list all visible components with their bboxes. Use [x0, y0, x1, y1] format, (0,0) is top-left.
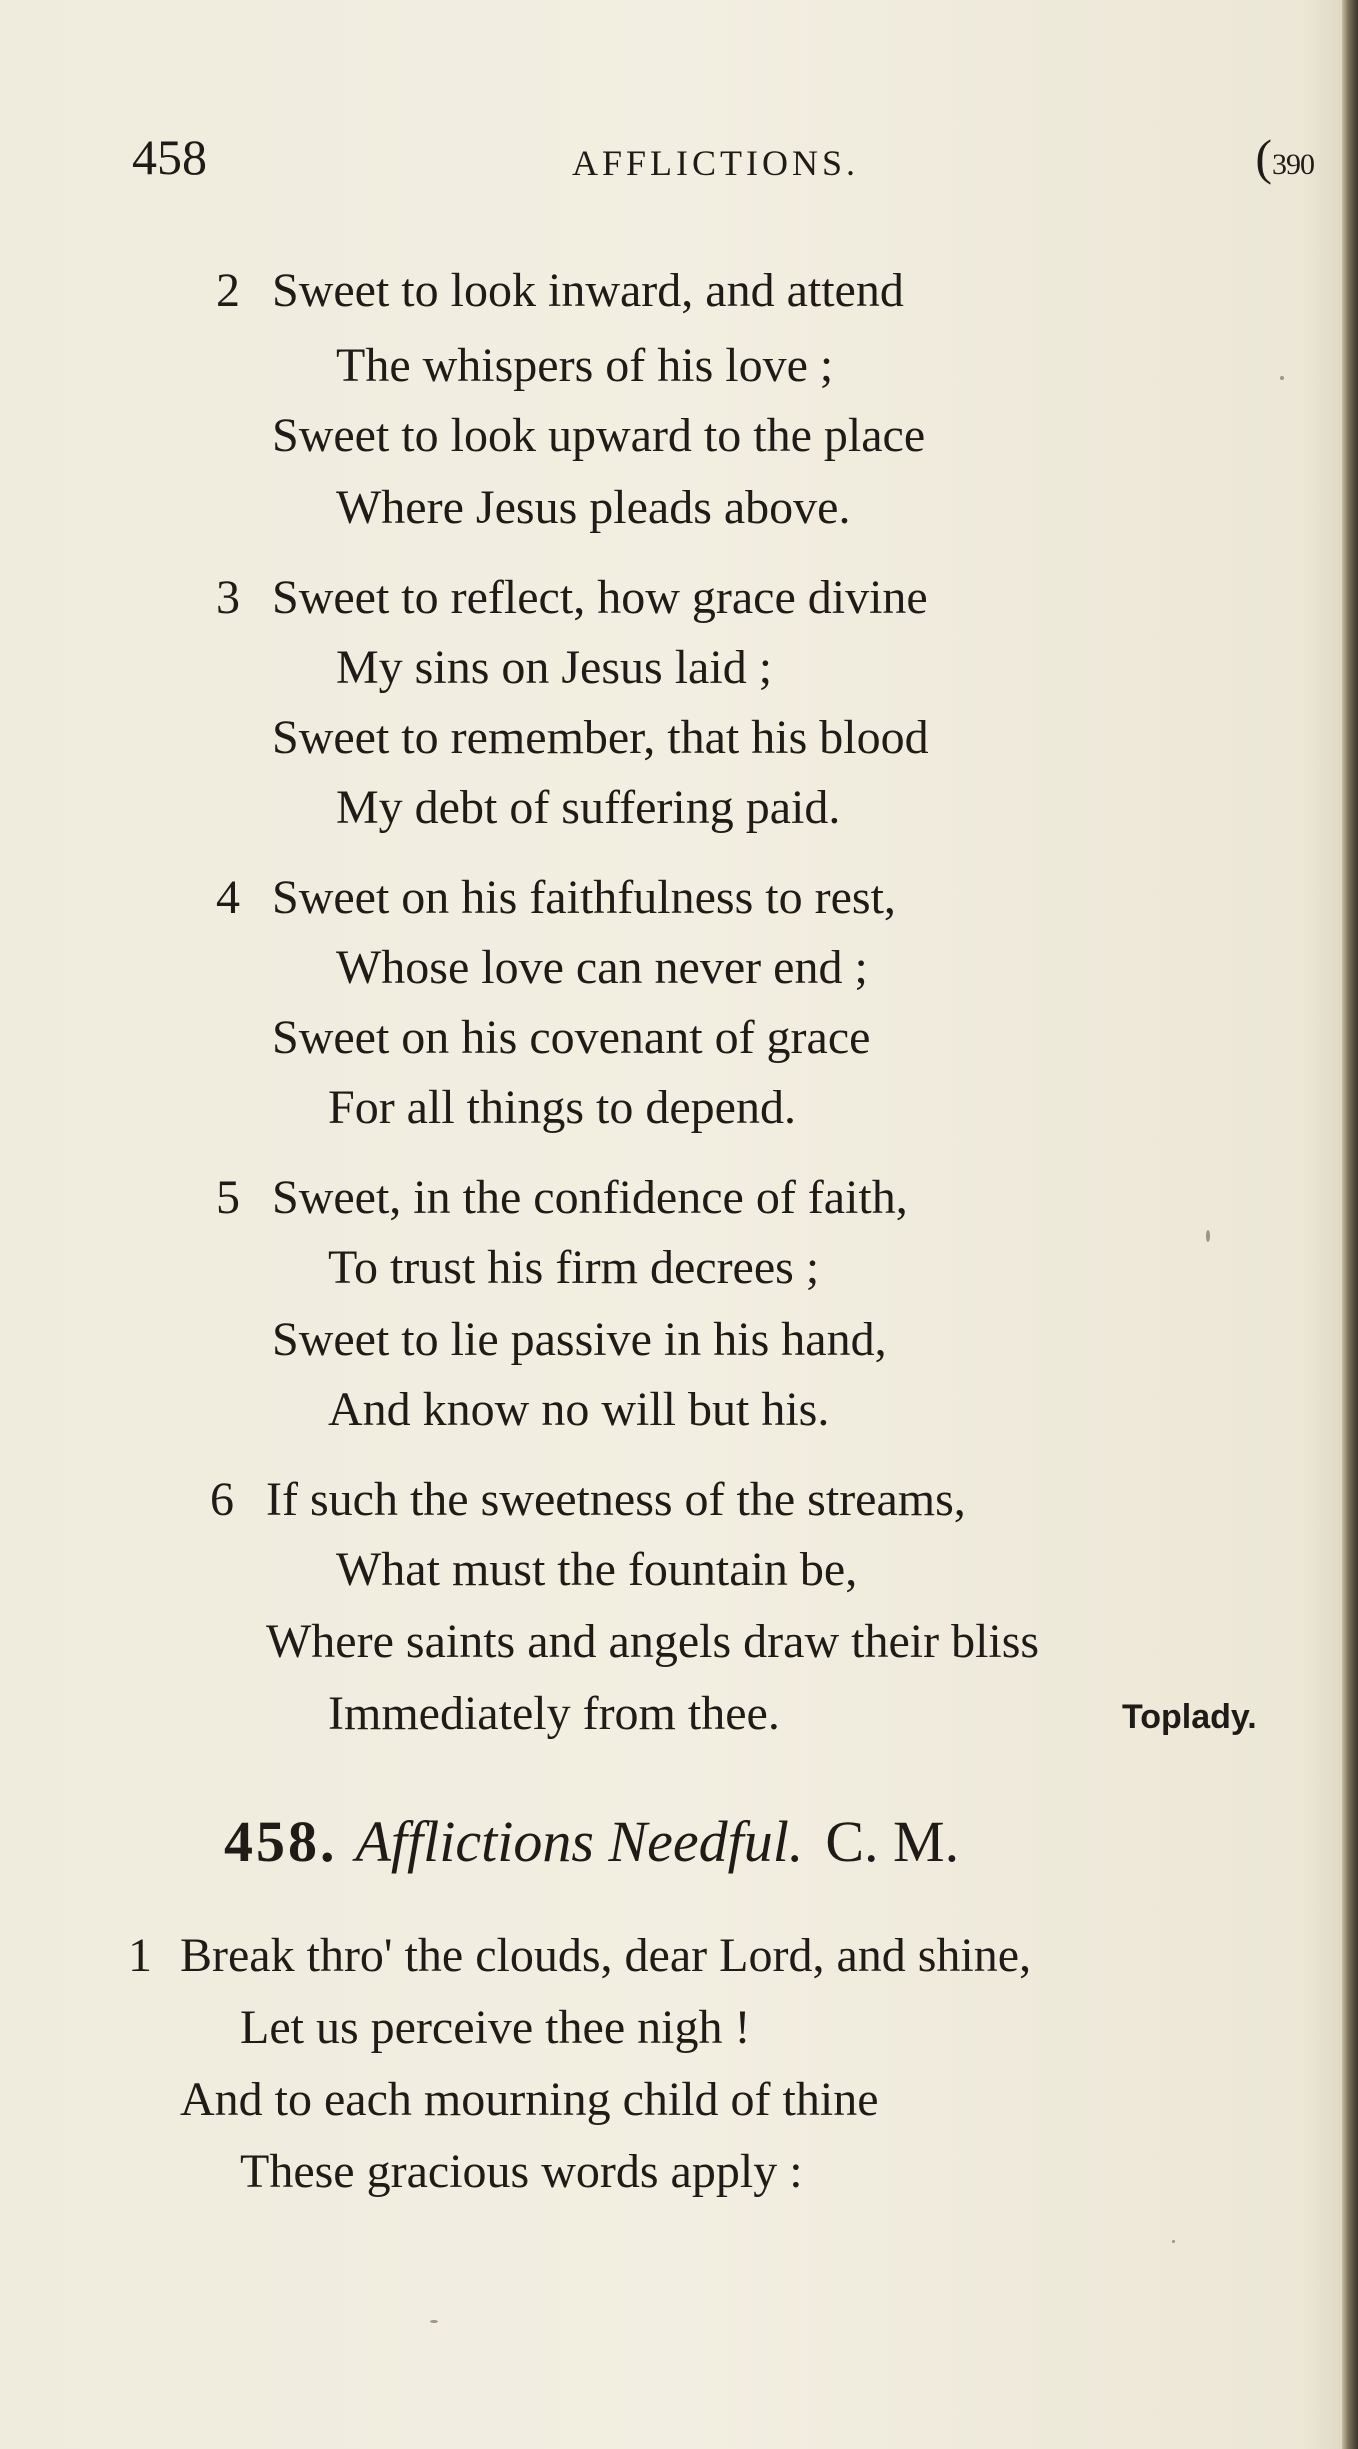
stanza-number: 6 — [210, 1473, 234, 1526]
verse-line: Sweet to look upward to the place — [272, 409, 926, 462]
verse-line: Sweet on his faithfulness to rest, — [272, 871, 896, 924]
hymn-number: 458. — [224, 1809, 338, 1874]
verse-line: Sweet on his covenant of grace — [272, 1011, 871, 1064]
verse-line: The whispers of his love ; — [336, 339, 834, 392]
verse-line: Sweet to look inward, and attend — [272, 264, 904, 317]
verse-line: Immediately from thee. — [328, 1687, 780, 1740]
verse-line: Break thro' the clouds, dear Lord, and shine, — [180, 1929, 1032, 1982]
hymn-author: Toplady. — [1122, 1698, 1257, 1736]
stanza-number: 3 — [216, 571, 240, 624]
verse-line: For all things to depend. — [328, 1081, 796, 1134]
verse-line: These gracious words apply : — [240, 2145, 803, 2198]
verse-line: Sweet to lie passive in his hand, — [272, 1313, 887, 1366]
hymn-heading — [224, 1808, 959, 1875]
hymn-reference — [1255, 128, 1314, 186]
verse-line: Let us perceive thee nigh ! — [240, 2001, 751, 2054]
verse-line: My sins on Jesus laid ; — [336, 641, 773, 694]
hymn-title: Afflictions Needful. — [355, 1809, 804, 1874]
hymn-meter: C. M. — [825, 1809, 960, 1874]
stanza-number: 4 — [216, 871, 240, 924]
verse-line: Sweet, in the confidence of faith, — [272, 1171, 908, 1224]
page-edge-shadow — [1342, 0, 1358, 2449]
stanza-number: 5 — [216, 1171, 240, 1224]
page-number: 458 — [132, 129, 207, 185]
paper-speck — [1280, 376, 1284, 380]
verse-line: Where Jesus pleads above. — [336, 481, 851, 534]
verse-line: My debt of suffering paid. — [336, 781, 841, 834]
hymn-reference-number: 390 — [1272, 148, 1314, 181]
hymn-reference-paren: ( — [1255, 129, 1272, 185]
page-header — [132, 128, 1322, 208]
verse-line: And know no will but his. — [328, 1383, 830, 1436]
stanza-number: 1 — [128, 1929, 152, 1982]
verse-line: And to each mourning child of thine — [180, 2073, 879, 2126]
verse-line: Whose love can never end ; — [336, 941, 868, 994]
paper-speck — [430, 2320, 438, 2323]
running-title: AFFLICTIONS. — [572, 143, 860, 183]
verse-line: Sweet to reflect, how grace divine — [272, 571, 928, 624]
paper-speck — [1206, 1230, 1210, 1242]
verse-line: Sweet to remember, that his blood — [272, 711, 929, 764]
verse-line: What must the fountain be, — [336, 1543, 858, 1596]
verse-line: Where saints and angels draw their bliss — [266, 1615, 1040, 1668]
paper-speck — [1172, 2240, 1175, 2243]
stanza-number: 2 — [216, 264, 240, 317]
verse-line: If such the sweetness of the streams, — [266, 1473, 966, 1526]
verse-line: To trust his firm decrees ; — [328, 1241, 820, 1294]
